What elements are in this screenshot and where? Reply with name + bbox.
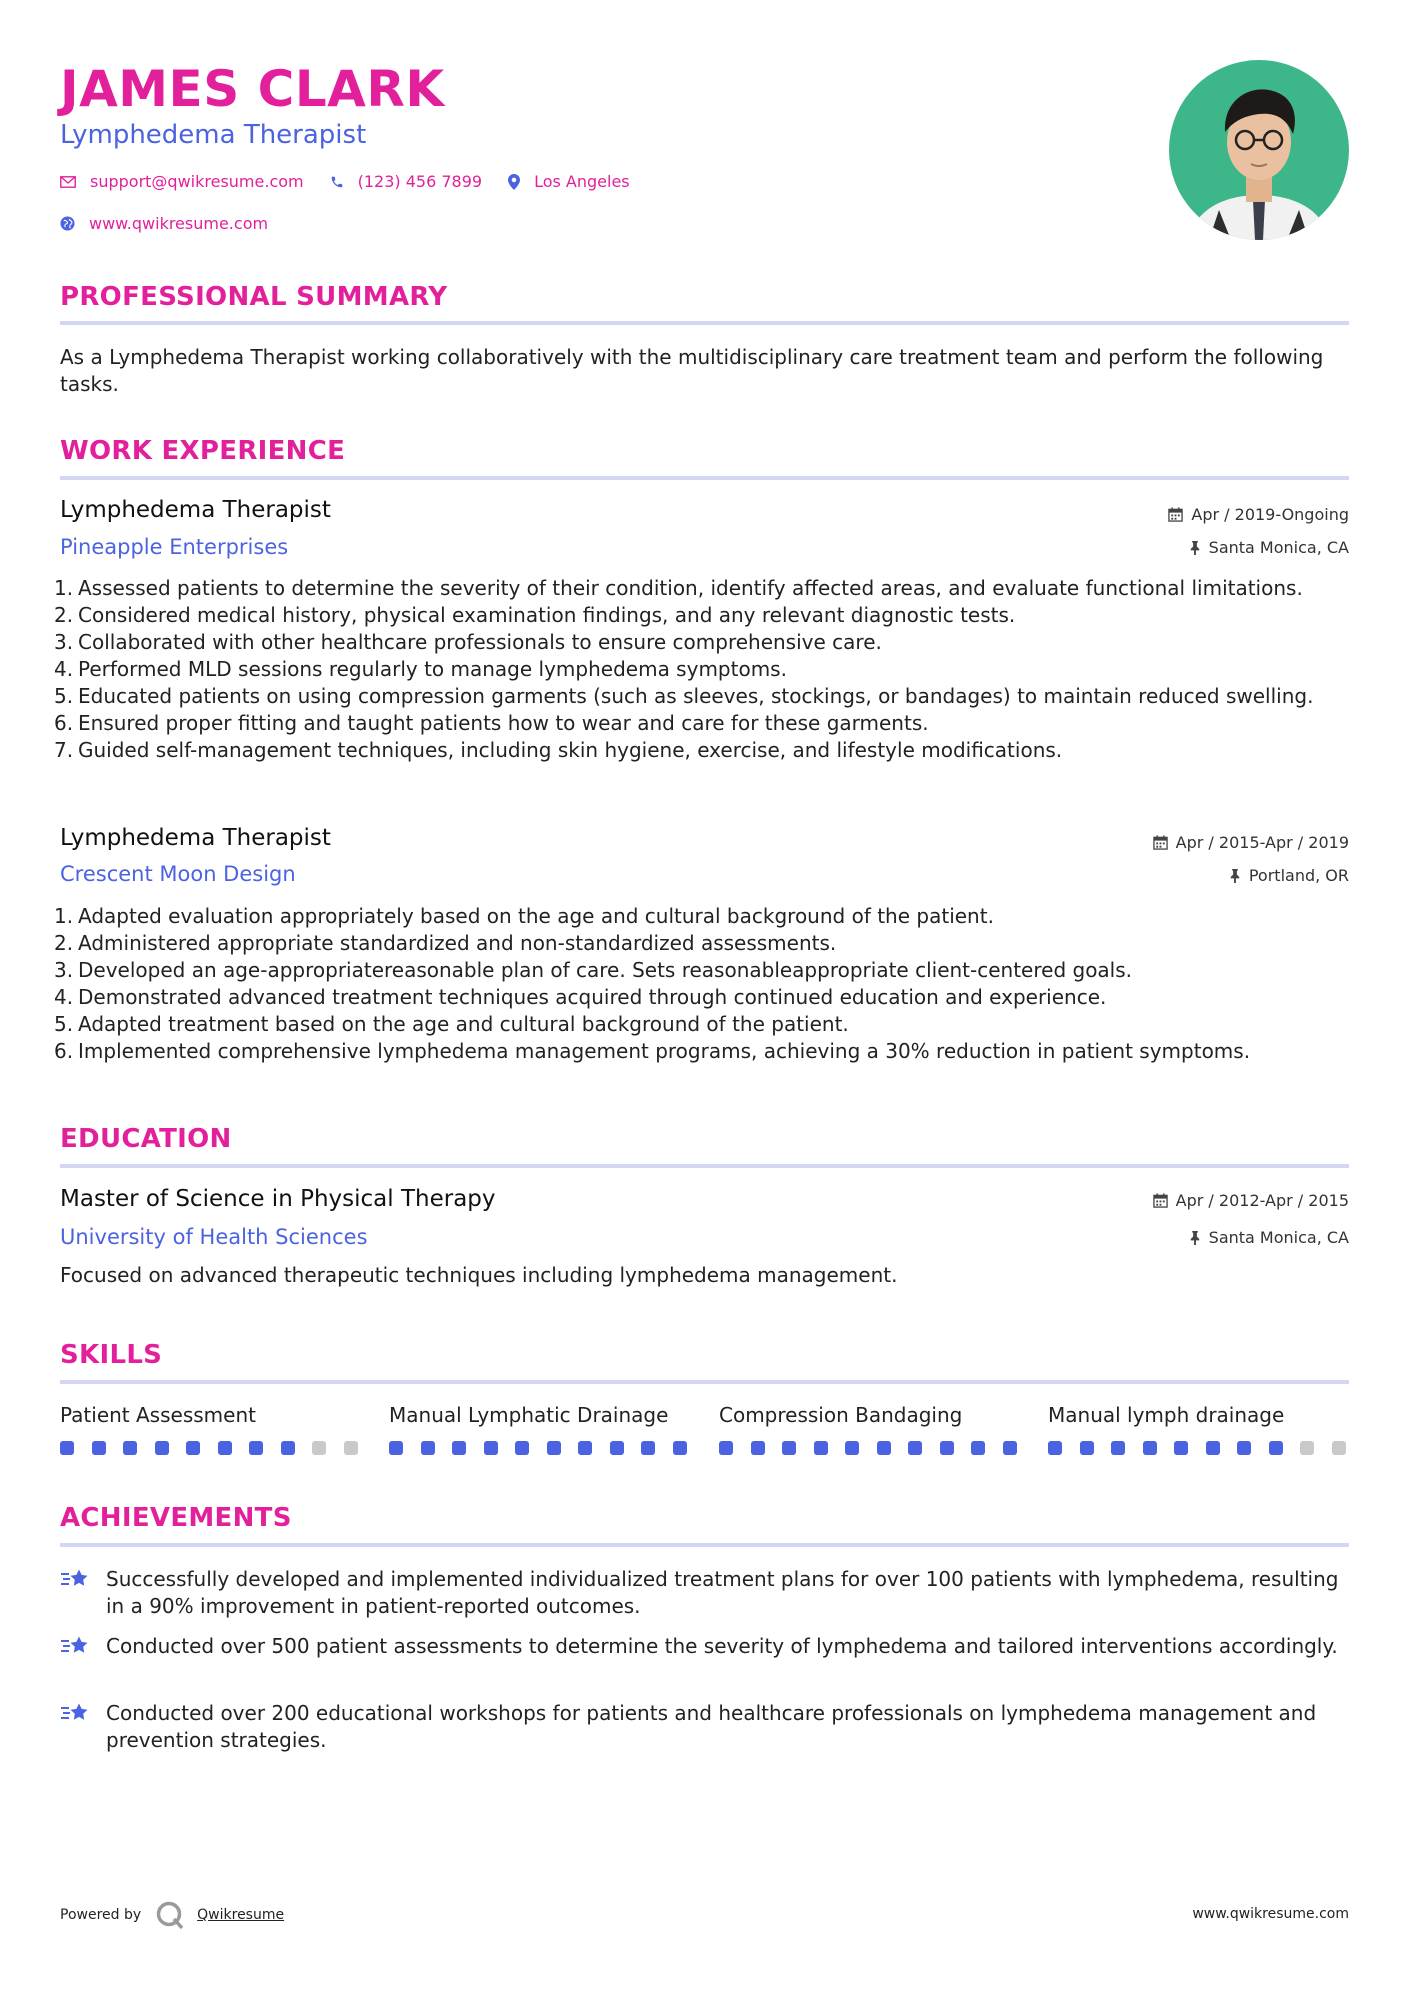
job-title: Lymphedema Therapist xyxy=(60,497,331,523)
skill-dot-filled xyxy=(1048,1441,1062,1455)
achievements-heading: ACHIEVEMENTS xyxy=(60,1503,292,1533)
skill-dot-filled xyxy=(92,1441,106,1455)
phone-item[interactable] xyxy=(330,172,482,191)
skill-dot-filled xyxy=(1174,1441,1188,1455)
calendar-icon xyxy=(1153,1193,1168,1208)
skill-dot-filled xyxy=(782,1441,796,1455)
job-dates-text: Apr / 2015-Apr / 2019 xyxy=(1175,833,1349,852)
skill-dot-filled xyxy=(218,1441,232,1455)
list-item: Demonstrated advanced treatment techniques acquired through continued education and experience. xyxy=(78,985,1107,1009)
skill-dot-empty xyxy=(312,1441,326,1455)
skill-dot-empty xyxy=(1300,1441,1314,1455)
skill-dot-filled xyxy=(1237,1441,1251,1455)
skill-dot-filled xyxy=(547,1441,561,1455)
education-heading: EDUCATION xyxy=(60,1124,232,1154)
summary-heading: PROFESSIONAL SUMMARY xyxy=(60,282,448,312)
education-location-text: Santa Monica, CA xyxy=(1208,1228,1349,1247)
map-pin-icon xyxy=(508,174,520,190)
skill-dot-filled xyxy=(751,1441,765,1455)
education-dates-text: Apr / 2012-Apr / 2015 xyxy=(1175,1191,1349,1210)
skill-dot-filled xyxy=(515,1441,529,1455)
skill-dot-filled xyxy=(719,1441,733,1455)
list-item: Assessed patients to determine the severity of their condition, identify affected areas, and evaluate functional limitations. xyxy=(78,576,1303,600)
job-location xyxy=(1229,866,1349,885)
job-bullets xyxy=(60,903,1349,1065)
email-item[interactable] xyxy=(60,172,304,191)
list-item: Collaborated with other healthcare professionals to ensure comprehensive care. xyxy=(78,630,882,654)
list-item: Considered medical history, physical examination findings, and any relevant diagnostic tests. xyxy=(78,603,1016,627)
skill-dot-filled xyxy=(249,1441,263,1455)
section-divider xyxy=(60,1380,1349,1384)
skill-dot-filled xyxy=(673,1441,687,1455)
skill-dot-filled xyxy=(452,1441,466,1455)
list-item: Performed MLD sessions regularly to manage lymphedema symptoms. xyxy=(78,657,787,681)
job-dates xyxy=(1168,505,1349,524)
skill-name: Manual lymph drainage xyxy=(1048,1403,1285,1427)
website-item[interactable] xyxy=(60,214,268,233)
list-item: Implemented comprehensive lymphedema management programs, achieving a 30% reduction in patient symptoms. xyxy=(78,1039,1251,1063)
skill-dot-filled xyxy=(1003,1441,1017,1455)
list-item: Ensured proper fitting and taught patients how to wear and care for these garments. xyxy=(78,711,929,735)
job-dates xyxy=(1153,833,1349,852)
qwikresume-link[interactable]: Qwikresume xyxy=(197,1907,285,1923)
list-item: Developed an age-appropriatereasonable plan of care. Sets reasonableappropriate client-centered goals. xyxy=(78,958,1133,982)
skill-rating xyxy=(389,1441,704,1455)
skill-dot-filled xyxy=(908,1441,922,1455)
skill-dot-filled xyxy=(940,1441,954,1455)
summary-text: As a Lymphedema Therapist working collaboratively with the multidisciplinary care treatment team and perform the following tasks. xyxy=(60,345,1324,396)
job-dates-text: Apr / 2019-Ongoing xyxy=(1191,505,1349,524)
pushpin-icon xyxy=(1189,1230,1201,1245)
skill-dot-filled xyxy=(1206,1441,1220,1455)
skills-heading: SKILLS xyxy=(60,1340,163,1370)
job-bullets xyxy=(60,575,1349,764)
skill-dot-filled xyxy=(971,1441,985,1455)
skill-name: Compression Bandaging xyxy=(719,1403,963,1427)
skill-dot-empty xyxy=(344,1441,358,1455)
achievement-item xyxy=(60,1633,1349,1666)
section-divider xyxy=(60,1164,1349,1168)
shooting-star-icon xyxy=(60,1700,106,1754)
pushpin-icon xyxy=(1189,540,1201,555)
achievement-text: Successfully developed and implemented individualized treatment plans for over 100 patients with lymphedema, resulting in a 90% improvement in patient-reported outcomes. xyxy=(106,1567,1339,1618)
contact-row xyxy=(60,172,656,191)
list-item: Administered appropriate standardized and non-standardized assessments. xyxy=(78,931,837,955)
achievement-item xyxy=(60,1566,1349,1620)
list-item: Adapted evaluation appropriately based on the age and cultural background of the patient. xyxy=(78,904,994,928)
list-item: Educated patients on using compression garments (such as sleeves, stockings, or bandages) to maintain reduced swelling. xyxy=(78,684,1314,708)
shooting-star-icon xyxy=(60,1633,106,1666)
skill-rating xyxy=(1048,1441,1363,1455)
achievement-item xyxy=(60,1700,1349,1754)
company-name: Crescent Moon Design xyxy=(60,862,296,886)
education-dates xyxy=(1153,1191,1349,1210)
skill-dot-empty xyxy=(1332,1441,1346,1455)
skill-dot-filled xyxy=(60,1441,74,1455)
school-name: University of Health Sciences xyxy=(60,1225,368,1249)
skill-dot-filled xyxy=(155,1441,169,1455)
phone-icon xyxy=(330,175,344,189)
achievement-text: Conducted over 200 educational workshops for patients and healthcare professionals on lymphedema management and prevention strategies. xyxy=(106,1701,1317,1752)
footer-powered-by xyxy=(60,1900,284,1930)
candidate-role: Lymphedema Therapist xyxy=(60,120,367,150)
education-location xyxy=(1189,1228,1349,1247)
skill-rating xyxy=(719,1441,1034,1455)
skill-name: Patient Assessment xyxy=(60,1403,256,1427)
website-row xyxy=(60,214,294,233)
skill-dot-filled xyxy=(186,1441,200,1455)
skill-dot-filled xyxy=(1080,1441,1094,1455)
skill-dot-filled xyxy=(578,1441,592,1455)
envelope-icon xyxy=(60,176,76,188)
skill-dot-filled xyxy=(389,1441,403,1455)
list-item: Adapted treatment based on the age and cultural background of the patient. xyxy=(78,1012,849,1036)
skill-dot-filled xyxy=(814,1441,828,1455)
skill-dot-filled xyxy=(281,1441,295,1455)
section-divider xyxy=(60,476,1349,480)
globe-icon xyxy=(60,216,75,231)
skill-dot-filled xyxy=(610,1441,624,1455)
company-name: Pineapple Enterprises xyxy=(60,535,289,559)
experience-heading: WORK EXPERIENCE xyxy=(60,436,346,466)
skill-rating xyxy=(60,1441,375,1455)
location-text: Los Angeles xyxy=(534,172,630,191)
website-text: www.qwikresume.com xyxy=(89,214,269,233)
skill-dot-filled xyxy=(421,1441,435,1455)
pushpin-icon xyxy=(1229,868,1241,883)
section-divider xyxy=(60,321,1349,325)
skill-dot-filled xyxy=(845,1441,859,1455)
location-item xyxy=(508,172,630,191)
calendar-icon xyxy=(1153,835,1168,850)
job-location xyxy=(1189,538,1349,557)
job-location-text: Santa Monica, CA xyxy=(1208,538,1349,557)
powered-by-label: Powered by xyxy=(60,1907,142,1923)
skill-dot-filled xyxy=(123,1441,137,1455)
skill-dot-filled xyxy=(1143,1441,1157,1455)
phone-text: (123) 456 7899 xyxy=(357,172,483,191)
section-divider xyxy=(60,1543,1349,1547)
qwikresume-logo-icon xyxy=(155,1900,185,1930)
list-item: Guided self-management techniques, including skin hygiene, exercise, and lifestyle modifications. xyxy=(78,738,1063,762)
calendar-icon xyxy=(1168,507,1183,522)
candidate-name: JAMES CLARK xyxy=(60,60,445,118)
footer-website[interactable]: www.qwikresume.com xyxy=(1192,1906,1349,1922)
achievement-text: Conducted over 500 patient assessments to determine the severity of lymphedema and tailored interventions accordingly. xyxy=(106,1634,1338,1658)
skill-name: Manual Lymphatic Drainage xyxy=(389,1403,669,1427)
skill-dot-filled xyxy=(1269,1441,1283,1455)
profile-photo xyxy=(1169,60,1349,240)
education-description: Focused on advanced therapeutic techniques including lymphedema management. xyxy=(60,1263,898,1287)
skill-dot-filled xyxy=(641,1441,655,1455)
degree-title: Master of Science in Physical Therapy xyxy=(60,1186,496,1212)
job-title: Lymphedema Therapist xyxy=(60,825,331,851)
shooting-star-icon xyxy=(60,1566,106,1620)
email-text: support@qwikresume.com xyxy=(90,172,304,191)
skill-dot-filled xyxy=(484,1441,498,1455)
job-location-text: Portland, OR xyxy=(1248,866,1349,885)
skill-dot-filled xyxy=(1111,1441,1125,1455)
skill-dot-filled xyxy=(877,1441,891,1455)
